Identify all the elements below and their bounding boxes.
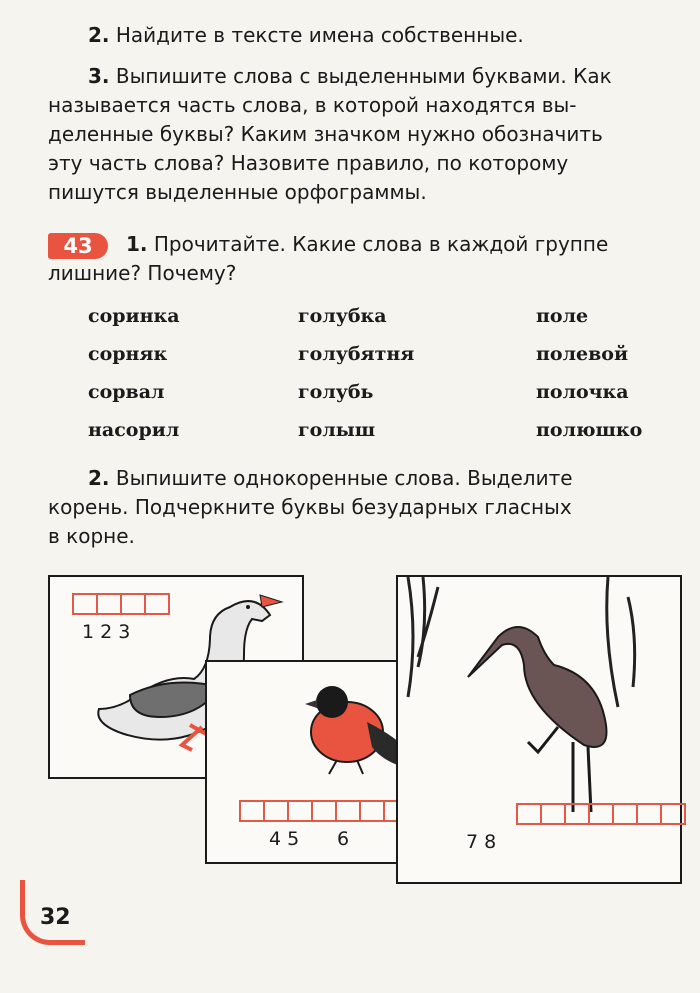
question-1-text: Прочитайте. Какие слова в каждой группе — [153, 232, 609, 256]
task-3-line: деленные буквы? Каким значком нужно обозначить — [48, 122, 603, 146]
word-item: голубка — [298, 305, 387, 327]
word-item: полевой — [536, 343, 629, 365]
task-3-number: 3. — [88, 64, 110, 88]
word-item: поле — [536, 305, 589, 327]
exercise-question-1 — [126, 230, 608, 259]
task-3 — [48, 62, 668, 207]
question-2-line: в корне. — [48, 524, 135, 548]
word-item: сорняк — [88, 343, 168, 365]
word-item: голубятня — [298, 343, 415, 365]
exercise-question-1-cont: лишние? Почему? — [48, 261, 237, 285]
picture-label: 7 8 — [466, 831, 497, 853]
heron-illustration — [398, 577, 680, 817]
task-3-line: эту часть слова? Назовите правило, по которому — [48, 151, 569, 175]
word-item: сорвал — [88, 381, 165, 403]
question-2-line: корень. Подчеркните буквы безударных гласных — [48, 495, 572, 519]
letter-boxes-3 — [516, 803, 684, 825]
question-2-number: 2. — [88, 466, 110, 490]
task-2-number: 2. — [88, 23, 110, 47]
word-item: полочка — [536, 381, 629, 403]
task-2 — [88, 21, 524, 50]
heron-picture — [396, 575, 682, 884]
task-3-line — [48, 62, 668, 91]
question-2-text: Выпишите однокоренные слова. Выделите — [115, 466, 573, 490]
word-item: голубь — [298, 381, 374, 403]
task-3-line: пишутся выделенные орфограммы. — [48, 180, 427, 204]
task-3-line: называется часть слова, в которой находятся вы- — [48, 93, 577, 117]
task-3-text: Выпишите слова с выделенными буквами. Как — [115, 64, 612, 88]
word-item: полюшко — [536, 419, 643, 441]
exercise-number-badge: 43 — [48, 233, 108, 259]
picture-label: 6 — [337, 828, 350, 850]
picture-label: 4 5 — [269, 828, 300, 850]
word-item: насорил — [88, 419, 180, 441]
task-2-text: Найдите в тексте имена собственные. — [115, 23, 524, 47]
question-2-line — [48, 464, 672, 493]
question-1-number: 1. — [126, 232, 148, 256]
page-number: 32 — [40, 905, 71, 930]
picture-label: 1 2 3 — [82, 621, 131, 643]
word-item: соринка — [88, 305, 180, 327]
exercise-question-2 — [48, 464, 672, 551]
word-item: голыш — [298, 419, 376, 441]
